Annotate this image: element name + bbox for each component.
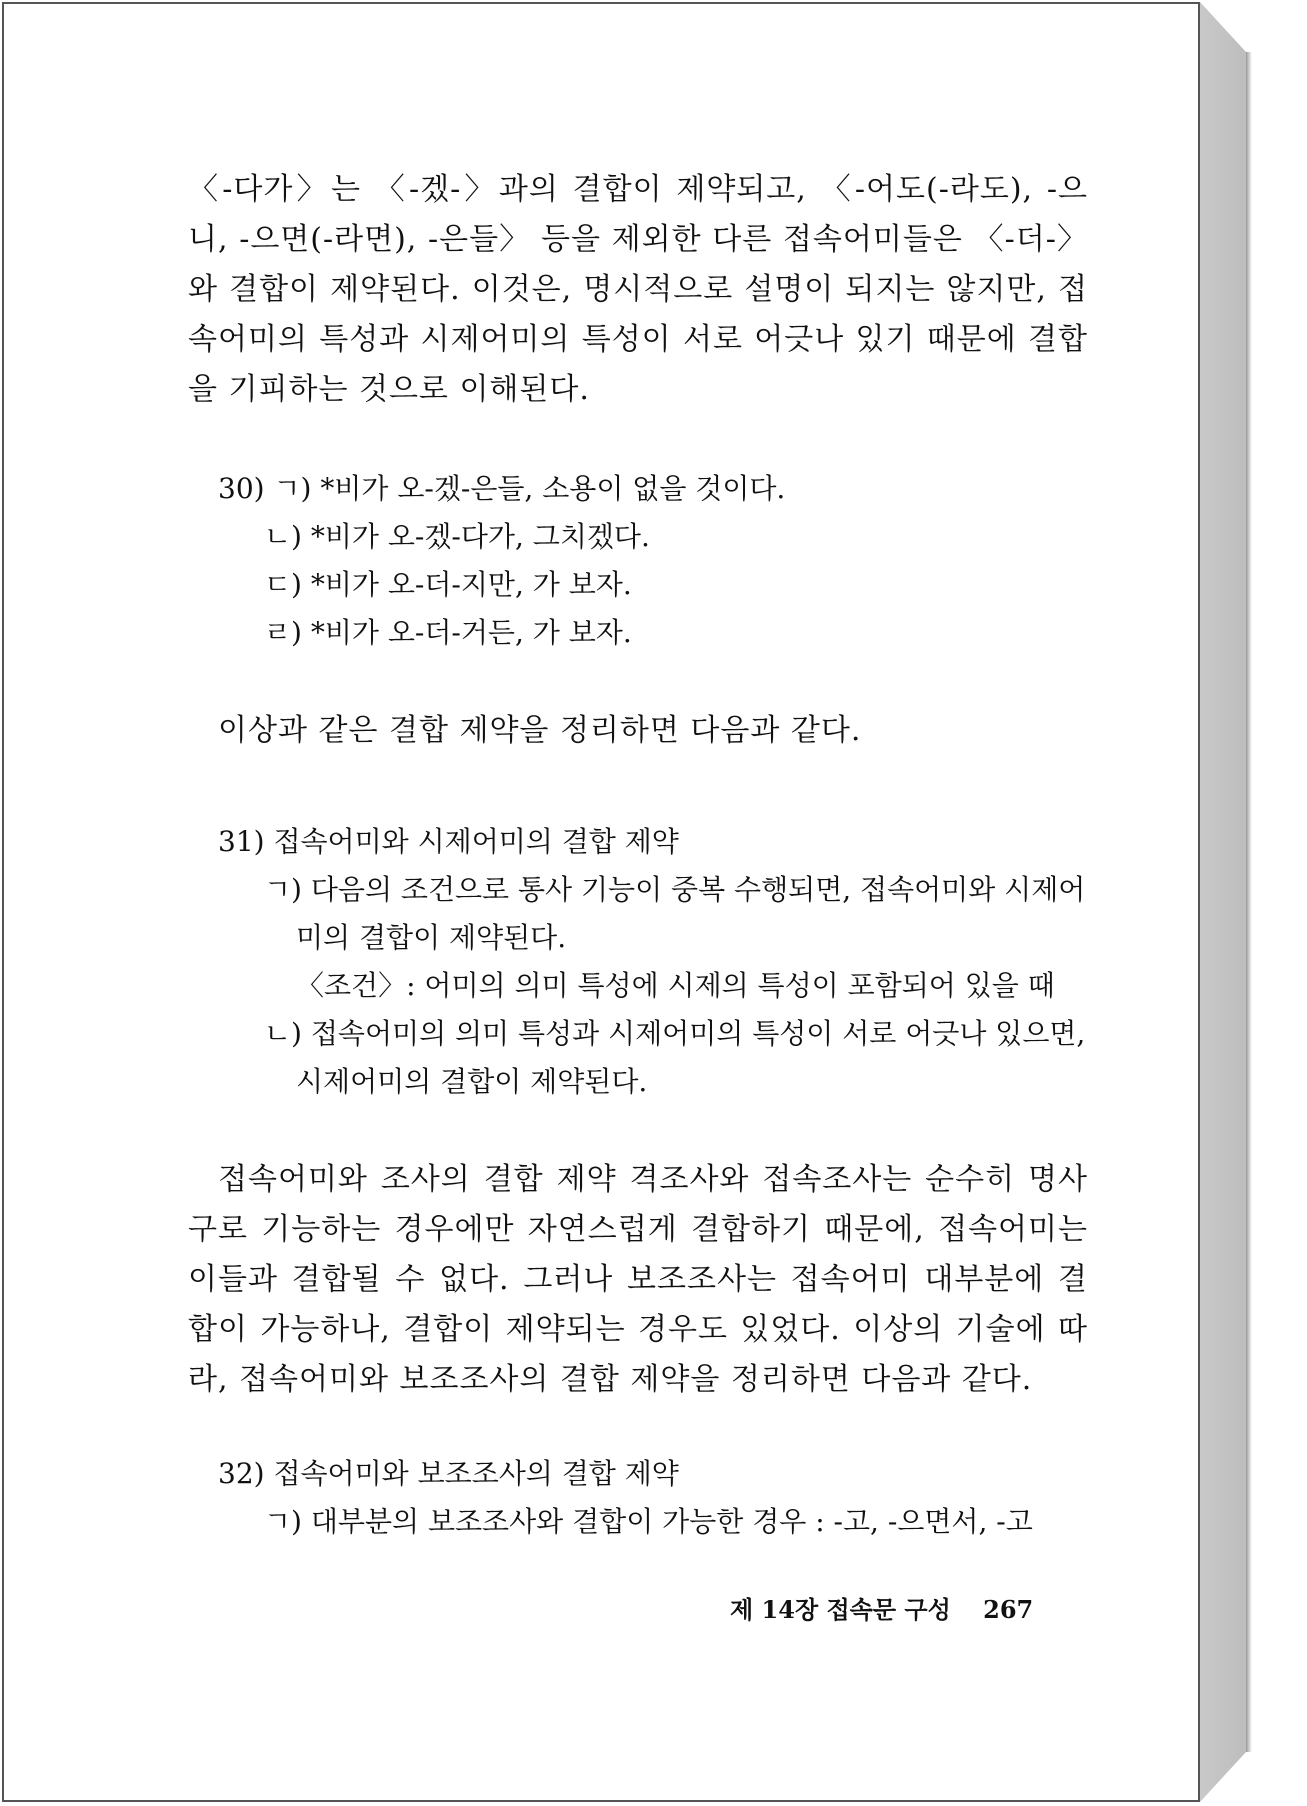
example-31-a1: ㄱ) 다음의 조건으로 통사 기능이 중복 수행되면, 접속어미와 시제어 — [264, 873, 1086, 906]
example-31-a2: 미의 결합이 제약된다. — [296, 921, 567, 954]
example-31 — [188, 818, 1088, 1106]
example-31-a3: 〈조건〉: 어미의 의미 특성에 시제의 특성이 포함되어 있을 때 — [296, 969, 1055, 1002]
example-30-b: ㄴ) *비가 오-겠-다가, 그치겠다. — [264, 520, 650, 553]
chapter-title: 제 14장 접속문 구성 — [730, 1595, 951, 1624]
example-31-b1: ㄴ) 접속어미의 의미 특성과 시제어미의 특성이 서로 어긋나 있으면, — [264, 1017, 1086, 1050]
example-30-d: ㄹ) *비가 오-더-거든, 가 보자. — [264, 616, 632, 649]
paragraph-1: 〈-다가〉는 〈-겠-〉과의 결합이 제약되고, 〈-어도(-라도), -으니, -으면(-라면), -은들〉 등을 제외한 다른 접속어미들은 〈-더-〉와 결합이 제약된다. 이것은, 명시적으로 설명이 되지는 않지만, 접속어미의 특성과 시제어미의 특성이 서로 어긋나 있기 때문에 결합을 기피하는 것으로 이해된다. — [188, 172, 1088, 407]
book-edge-shadow — [1246, 52, 1252, 1752]
paragraph-3: 접속어미와 조사의 결합 제약 격조사와 접속조사는 순수히 명사구로 기능하는 경우에만 자연스럽게 결합하기 때문에, 접속어미는 이들과 결합될 수 없다. 그러나 보조조사는 접속어미 대부분에 결합이 가능하나, 결합이 제약되는 경우도 있었다. 이상의 기술에 따라, 접속어미와 보조조사의 결합 제약을 정리하면 다음과 같다. — [188, 1162, 1088, 1397]
example-30-a: 30) ㄱ) *비가 오-겠-은들, 소용이 없을 것이다. — [218, 472, 786, 505]
example-32-title: 32) 접속어미와 보조조사의 결합 제약 — [218, 1457, 679, 1490]
page-number: 267 — [983, 1595, 1034, 1624]
example-32 — [188, 1450, 1088, 1546]
book-edge — [1200, 2, 1246, 1802]
example-31-title: 31) 접속어미와 시제어미의 결합 제약 — [218, 825, 679, 858]
example-30-c: ㄷ) *비가 오-더-지만, 가 보자. — [264, 568, 632, 601]
example-32-a: ㄱ) 대부분의 보조조사와 결합이 가능한 경우 : -고, -으면서, -고 — [264, 1505, 1033, 1538]
example-30 — [188, 465, 1088, 657]
paragraph-2: 이상과 같은 결합 제약을 정리하면 다음과 같다. — [218, 713, 862, 748]
page-footer — [730, 1590, 1033, 1625]
example-31-b2: 시제어미의 결합이 제약된다. — [296, 1065, 648, 1098]
